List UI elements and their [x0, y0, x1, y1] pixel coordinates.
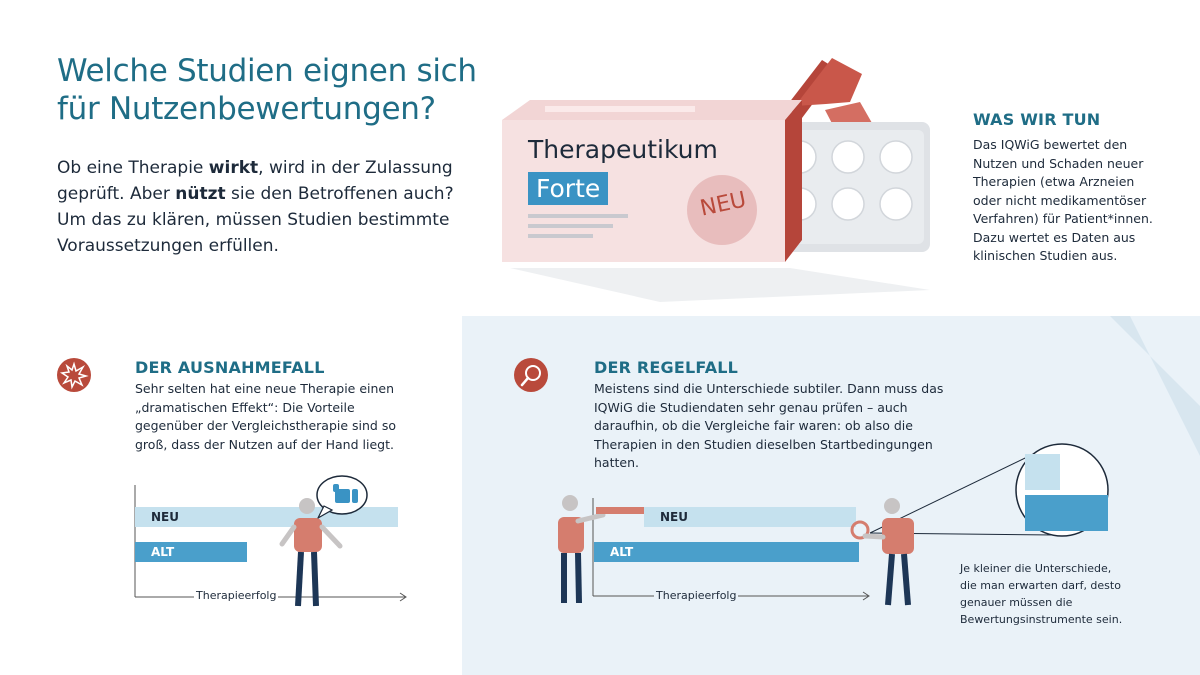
product-variant: Forte	[528, 172, 608, 205]
bar-alt: ALT	[594, 542, 859, 562]
page-title: Welche Studien eignen sich für Nutzenbewertungen?	[57, 53, 477, 127]
emphasis-nuetzt: nützt	[175, 184, 226, 204]
neu-stamp: NEU	[697, 187, 749, 222]
axis-label: Therapieerfolg	[196, 589, 277, 602]
magnifier-icon	[514, 358, 548, 392]
bar-neu: NEU	[644, 507, 856, 527]
bar-alt: ALT	[135, 542, 247, 562]
was-wir-tun-heading: WAS WIR TUN	[973, 110, 1101, 129]
regelfall-note: Je kleiner die Unterschiede, die man erwarten darf, desto genauer müssen die Bewertungsinstrumente sein.	[960, 562, 1123, 626]
thumbs-up-person-illustration	[270, 472, 390, 612]
regelfall-text: Meistens sind die Unterschiede subtiler. Dann muss das IQWiG die Studiendaten sehr genau prüfen – auch daraufhin, ob die Vergleiche fair waren: ob also die Therapien in den Studien dieselben Startbedingungen hatten.	[594, 381, 944, 470]
ausnahmefall-heading: DER AUSNAHMEFALL	[135, 358, 325, 377]
regelfall-heading: DER REGELFALL	[594, 358, 739, 377]
emphasis-wirkt: wirkt	[208, 158, 259, 178]
intro-paragraph: Ob eine Therapie wirkt, wird in der Zulassung geprüft. Aber nützt sie den Betroffenen auch? Um das zu klären, müssen Studien bestimmte Voraussetzungen erfüllen.	[57, 158, 454, 256]
ruler-person-illustration	[548, 495, 648, 607]
ausnahmefall-text: Sehr selten hat eine neue Therapie einen „dramatischen Effekt“: Die Vorteile gegenüber der Vergleichstherapie sind so groß, dass der Nutzen auf der Hand liegt.	[135, 381, 396, 452]
axis-label: Therapieerfolg	[656, 589, 737, 602]
decorative-corner-shade	[1110, 316, 1200, 456]
product-name: Therapeutikum	[528, 135, 718, 164]
was-wir-tun-text: Das IQWiG bewertet den Nutzen und Schaden neuer Therapien (etwa Arzneien oder nicht medikamentöser Verfahren) für Patient*innen. Dazu wertet es Daten aus klinischen Studien aus.	[973, 137, 1153, 263]
explosion-icon	[57, 358, 91, 392]
bar-neu: NEU	[135, 507, 398, 527]
